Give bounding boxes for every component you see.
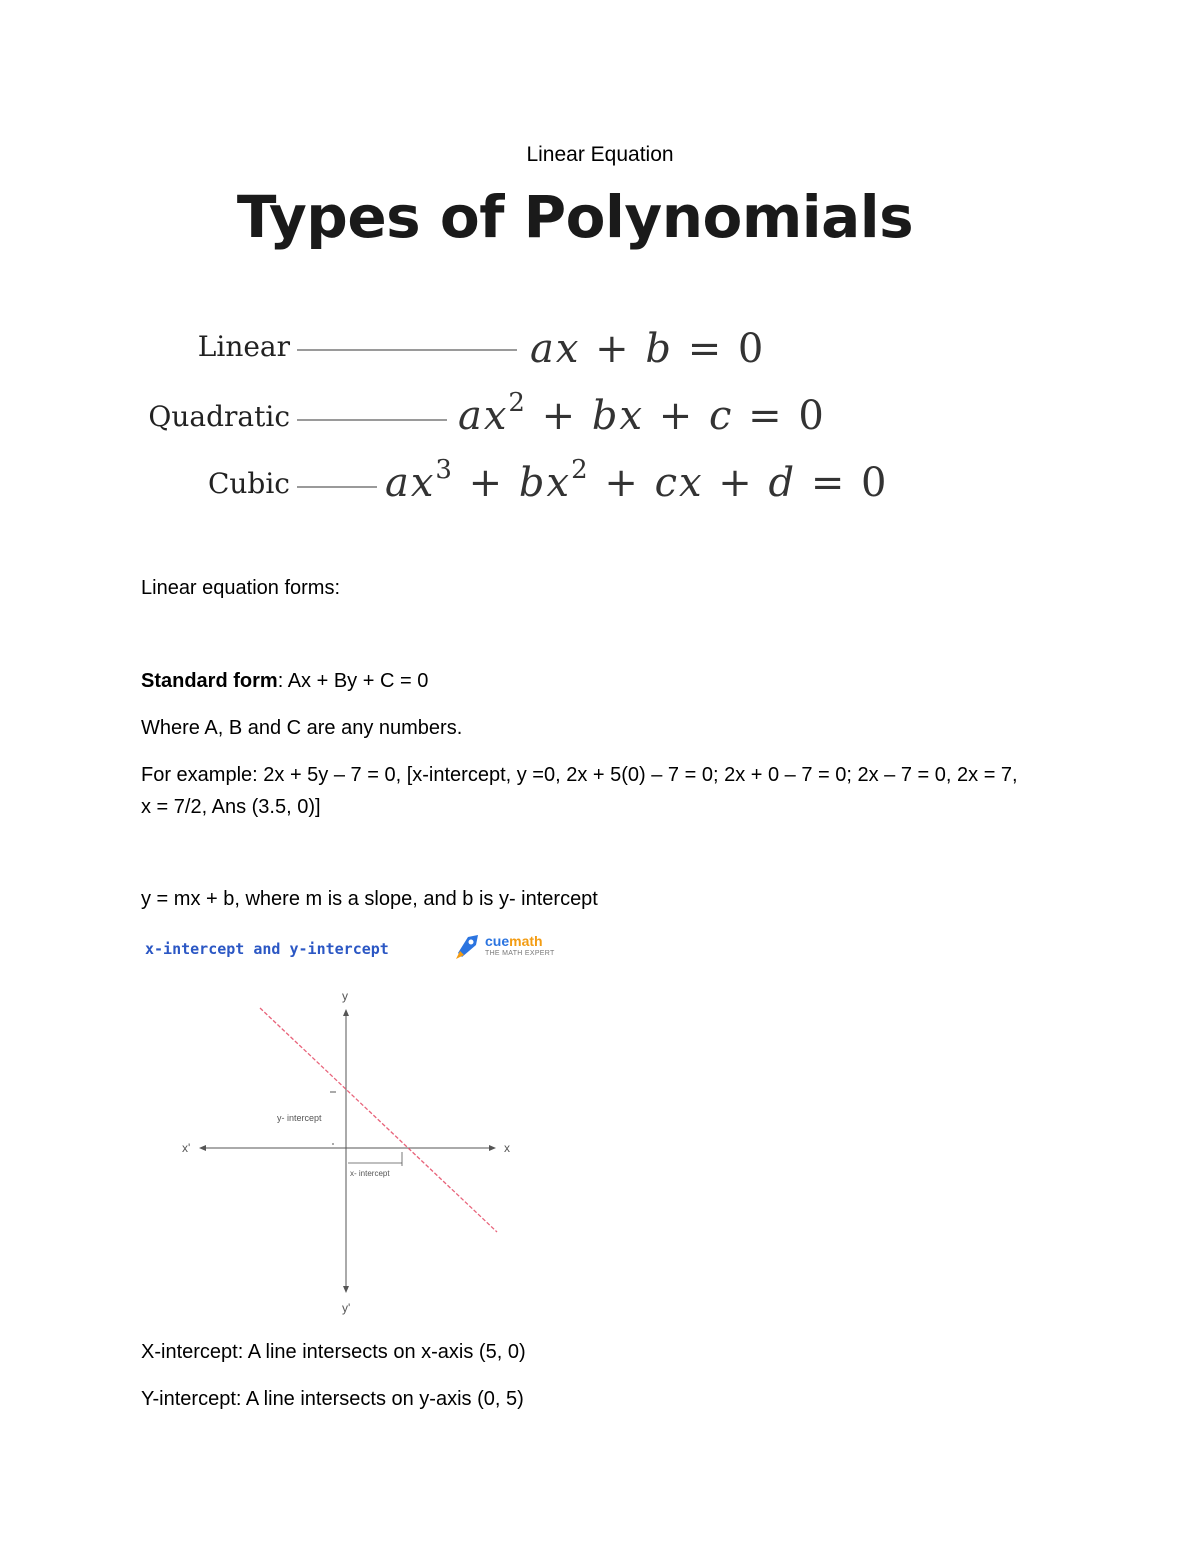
axis-label-x: x — [504, 1141, 510, 1155]
cuemath-logo — [452, 933, 555, 966]
poly-equation-linear: ax + b = 0 — [530, 326, 766, 372]
poly-equation-cubic: $ax^3 + bx^2$ + cx + d = 0 — [385, 455, 889, 506]
standard-form-equation: : Ax + By + C = 0 — [277, 670, 429, 692]
polynomials-heading: Types of Polynomials — [236, 183, 914, 251]
example-line-1: For example: 2x + 5y – 7 = 0, [x-intercept, y =0, 2x + 5(0) – 7 = 0; 2x + 0 – 7 = 0; 2x – 7 = 0, 2x = 7, — [141, 764, 1018, 786]
y-intercept-label: y- intercept — [277, 1113, 322, 1123]
standard-form-line — [141, 670, 428, 693]
poly-label-cubic: Cubic — [207, 467, 290, 500]
axis-label-x-neg: x' — [182, 1141, 191, 1155]
y-intercept-line: Y-intercept: A line intersects on y-axis (0, 5) — [141, 1388, 524, 1410]
brand-tagline: THE MATH EXPERT — [485, 950, 555, 957]
standard-form-label: Standard form — [141, 670, 278, 692]
intercept-graph — [170, 980, 530, 1320]
rocket-icon — [452, 933, 482, 961]
brand-name: cuemath — [485, 933, 543, 949]
poly-equation-quadratic: $ax^2$ + bx + c = 0 — [458, 388, 826, 439]
where-line: Where A, B and C are any numbers. — [141, 717, 463, 739]
poly-label-quadratic: Quadratic — [148, 400, 290, 433]
axis-label-y: y — [342, 989, 348, 1003]
x-intercept-label: x- intercept — [350, 1169, 390, 1178]
x-intercept-line: X-intercept: A line intersects on x-axis (5, 0) — [141, 1341, 526, 1363]
poly-label-linear: Linear — [197, 330, 290, 363]
forms-heading: Linear equation forms: — [141, 577, 341, 599]
poly-connector-quadratic — [297, 419, 447, 421]
document-title: Linear Equation — [526, 143, 674, 166]
poly-connector-cubic — [297, 486, 377, 488]
slope-intercept-line: y = mx + b, where m is a slope, and b is y- intercept — [141, 888, 598, 910]
axis-label-y-neg: y' — [342, 1301, 351, 1315]
poly-connector-linear — [297, 349, 517, 351]
example-line-2: x = 7/2, Ans (3.5, 0)] — [141, 796, 321, 818]
figure-title: x-intercept and y-intercept — [145, 940, 389, 958]
